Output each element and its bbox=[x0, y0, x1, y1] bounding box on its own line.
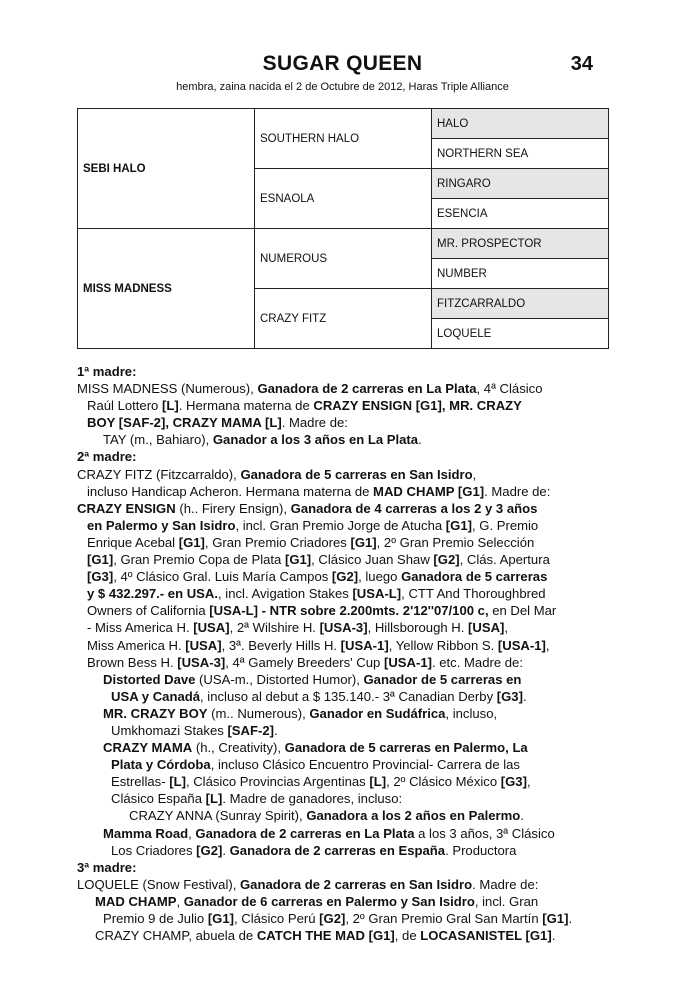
sire-dam-cell: ESNAOLA bbox=[255, 169, 432, 229]
text-line: Mamma Road, Ganadora de 2 carreras en La Plata a los 3 años, 3ª Clásico bbox=[103, 825, 555, 841]
pedigree-table bbox=[77, 108, 609, 349]
text-line: CRAZY CHAMP, abuela de CATCH THE MAD [G1], de LOCASANISTEL [G1]. bbox=[95, 928, 556, 944]
text-line: Plata y Córdoba, incluso Clásico Encuentro Provincial- Carrera de las bbox=[111, 757, 520, 773]
dam-cell: MISS MADNESS bbox=[78, 229, 255, 349]
text-line: MISS MADNESS (Numerous), Ganadora de 2 carreras en La Plata, 4ª Clásico bbox=[77, 381, 543, 397]
text-line: CRAZY ENSIGN (h.. Firery Ensign), Ganadora de 4 carreras a los 2 y 3 años bbox=[77, 500, 538, 516]
text-line: Umkhomazi Stakes [SAF-2]. bbox=[111, 722, 278, 738]
pedigree-notes bbox=[77, 363, 611, 944]
text-line: incluso Handicap Acheron. Hermana materna de MAD CHAMP [G1]. Madre de: bbox=[87, 483, 551, 499]
text-line: CRAZY ANNA (Sunray Spirit), Ganadora a los 2 años en Palermo. bbox=[129, 808, 524, 824]
ggp-cell: FITZCARRALDO bbox=[432, 289, 609, 319]
horse-name-title: SUGAR QUEEN bbox=[262, 52, 423, 75]
text-line: Distorted Dave (USA-m., Distorted Humor), Ganador de 5 carreras en bbox=[103, 671, 522, 687]
text-line: CRAZY MAMA (h., Creativity), Ganadora de 5 carreras en Palermo, La bbox=[103, 740, 528, 756]
section-heading: 3ª madre: bbox=[77, 859, 137, 875]
horse-description: hembra, zaina nacida el 2 de Octubre de 2012, Haras Triple Alliance bbox=[176, 81, 509, 93]
dam-sire-cell: NUMEROUS bbox=[255, 229, 432, 289]
ggp-cell: MR. PROSPECTOR bbox=[432, 229, 609, 259]
sire-cell: SEBI HALO bbox=[78, 109, 255, 229]
ggp-cell: NORTHERN SEA bbox=[432, 139, 609, 169]
text-line: Clásico España [L]. Madre de ganadores, incluso: bbox=[111, 791, 403, 807]
text-line: - Miss America H. [USA], 2ª Wilshire H. [USA-3], Hillsborough H. [USA], bbox=[87, 620, 509, 636]
text-line: Miss America H. [USA], 3ª. Beverly Hills H. [USA-1], Yellow Ribbon S. [USA-1], bbox=[87, 637, 550, 653]
text-line: CRAZY FITZ (Fitzcarraldo), Ganadora de 5 carreras en San Isidro, bbox=[77, 466, 477, 482]
section-heading: 1ª madre: bbox=[77, 364, 137, 379]
text-line: Brown Bess H. [USA-3], 4ª Gamely Breeders' Cup [USA-1]. etc. Madre de: bbox=[87, 654, 523, 670]
text-line: Estrellas- [L], Clásico Provincias Argentinas [L], 2º Clásico México [G3], bbox=[111, 774, 531, 790]
sire-sire-cell: SOUTHERN HALO bbox=[255, 109, 432, 169]
text-line: y $ 432.297.- en USA., incl. Avigation Stakes [USA-L], CTT And Thoroughbred bbox=[87, 586, 546, 602]
text-line: LOQUELE (Snow Festival), Ganadora de 2 carreras en San Isidro. Madre de: bbox=[77, 876, 539, 892]
text-line: Los Criadores [G2]. Ganadora de 2 carreras en España. Productora bbox=[111, 842, 517, 858]
ggp-cell: HALO bbox=[432, 109, 609, 139]
ggp-cell: NUMBER bbox=[432, 259, 609, 289]
text-line: TAY (m., Bahiaro), Ganador a los 3 años en La Plata. bbox=[103, 432, 422, 448]
ggp-cell: RINGARO bbox=[432, 169, 609, 199]
text-line: en Palermo y San Isidro, incl. Gran Premio Jorge de Atucha [G1], G. Premio bbox=[87, 517, 539, 533]
text-line: BOY [SAF-2], CRAZY MAMA [L]. Madre de: bbox=[87, 415, 348, 431]
text-line: [G1], Gran Premio Copa de Plata [G1], Clásico Juan Shaw [G2], Clás. Apertura bbox=[87, 552, 550, 568]
text-line: MR. CRAZY BOY (m.. Numerous), Ganador en Sudáfrica, incluso, bbox=[103, 705, 498, 721]
text-line: MAD CHAMP, Ganador de 6 carreras en Palermo y San Isidro, incl. Gran bbox=[95, 893, 539, 909]
page-number: 34 bbox=[570, 53, 593, 75]
text-line: Owners of California [USA-L] - NTR sobre 2.200mts. 2'12''07/100 c, en Del Mar bbox=[87, 603, 557, 619]
ggp-cell: ESENCIA bbox=[432, 199, 609, 229]
text-line: Premio 9 de Julio [G1], Clásico Perú [G2], 2º Gran Premio Gral San Martín [G1]. bbox=[103, 911, 573, 926]
text-line: [G3], 4º Clásico Gral. Luis María Campos [G2], luego Ganadora de 5 carreras bbox=[87, 569, 548, 585]
section-heading: 2ª madre: bbox=[77, 449, 137, 465]
dam-dam-cell: CRAZY FITZ bbox=[255, 289, 432, 349]
ggp-cell: LOQUELE bbox=[432, 319, 609, 349]
text-line: Raúl Lottero [L]. Hermana materna de CRAZY ENSIGN [G1], MR. CRAZY bbox=[87, 398, 522, 414]
text-line: USA y Canadá, incluso al debut a $ 135.140.- 3ª Canadian Derby [G3]. bbox=[111, 688, 527, 704]
text-line: Enrique Acebal [G1], Gran Premio Criadores [G1], 2º Gran Premio Selección bbox=[87, 534, 535, 550]
